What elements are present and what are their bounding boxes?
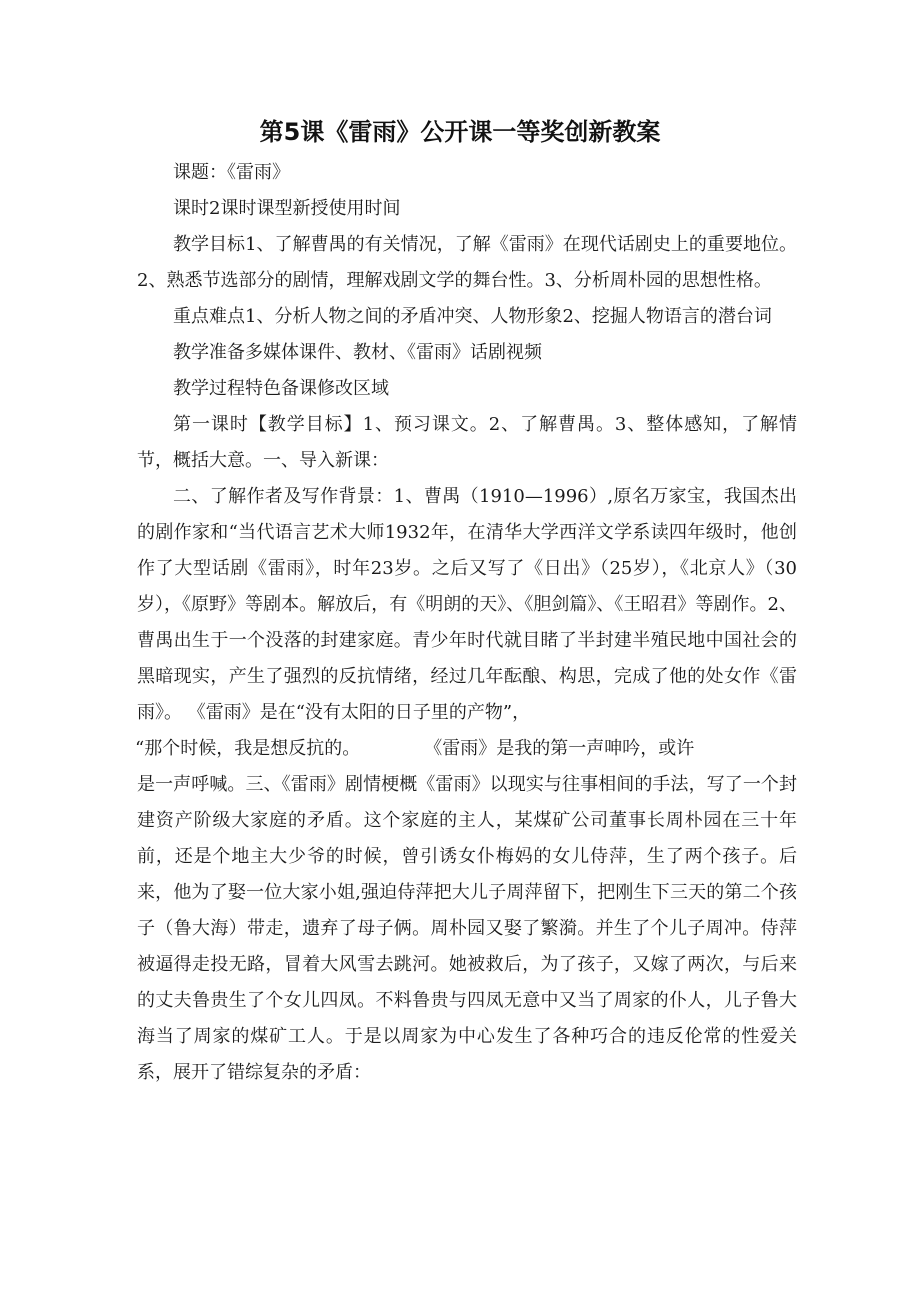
document-title: 第5课《雷雨》公开课一等奖创新教案 (259, 118, 661, 146)
paragraph-author-background: 二、了解作者及写作背景：1、曹禺（1910—1996）,原名万家宝，我国杰出的剧作家和“当代语言艺术大师1932年，在清华大学西洋文学系读四年级时，他创作了大型话剧《雷雨》，时年23岁。之后又写了《日出》（25岁），《北京人》（30岁），《原野》等剧本。解放后，有《明朗的天》、《胆剑篇》、《王昭君》等剧作。2、曹禺出生于一个没落的封建家庭。青少年时代就目睹了半封建半殖民地中国社会的黑暗现实，产生了强烈的反抗情绪，经过几年酝酿、构思，完成了他的处女作《雷雨》。 《雷雨》是在“没有太阳的日子里的产物”， (137, 486, 797, 723)
paragraph-process: 教学过程特色备课修改区域 (173, 378, 389, 399)
paragraph-topic: 课题：《雷雨》 (173, 162, 290, 183)
document-body (137, 155, 797, 1091)
paragraph-schedule: 课时2课时课型新授使用时间 (173, 198, 401, 219)
paragraph-preparation: 教学准备多媒体课件、教材、《雷雨》话剧视频 (173, 342, 542, 363)
quote-right: 《雷雨》是我的第一声呻吟，或许 (424, 738, 695, 759)
quote-left: “那个时候，我是想反抗的。 (135, 738, 361, 759)
paragraph-quote (135, 731, 797, 767)
paragraph-first-lesson: 第一课时【教学目标】1、预习课文。2、了解曹禺。3、整体感知，了解情节，概括大意。一、导入新课： (137, 414, 797, 471)
paragraph-key-points: 重点难点1、分析人物之间的矛盾冲突、人物形象2、挖掘人物语言的潜台词 (173, 306, 772, 327)
paragraph-objectives: 教学目标1、了解曹禺的有关情况，了解《雷雨》在现代话剧史上的重要地位。2、熟悉节选部分的剧情，理解戏剧文学的舞台性。3、分析周朴园的思想性格。 (137, 234, 797, 291)
paragraph-plot-summary: 是一声呼喊。三、《雷雨》剧情梗概《雷雨》以现实与往事相间的手法，写了一个封建资产阶级大家庭的矛盾。这个家庭的主人，某煤矿公司董事长周朴园在三十年前，还是个地主大少爷的时候，曾引诱女仆梅妈的女儿侍萍，生了两个孩子。后来，他为了娶一位大家小姐,强迫侍萍把大儿子周萍留下，把刚生下三天的第二个孩子（鲁大海）带走，遗弃了母子俩。周朴园又娶了繁漪。并生了个儿子周冲。侍萍被逼得走投无路，冒着大风雪去跳河。她被救后，为了孩子，又嫁了两次，与后来的丈夫鲁贵生了个女儿四凤。不料鲁贵与四凤无意中又当了周家的仆人，儿子鲁大海当了周家的煤矿工人。于是以周家为中心发生了各种巧合的违反伦常的性爱关系，展开了错综复杂的矛盾： (137, 774, 797, 1083)
